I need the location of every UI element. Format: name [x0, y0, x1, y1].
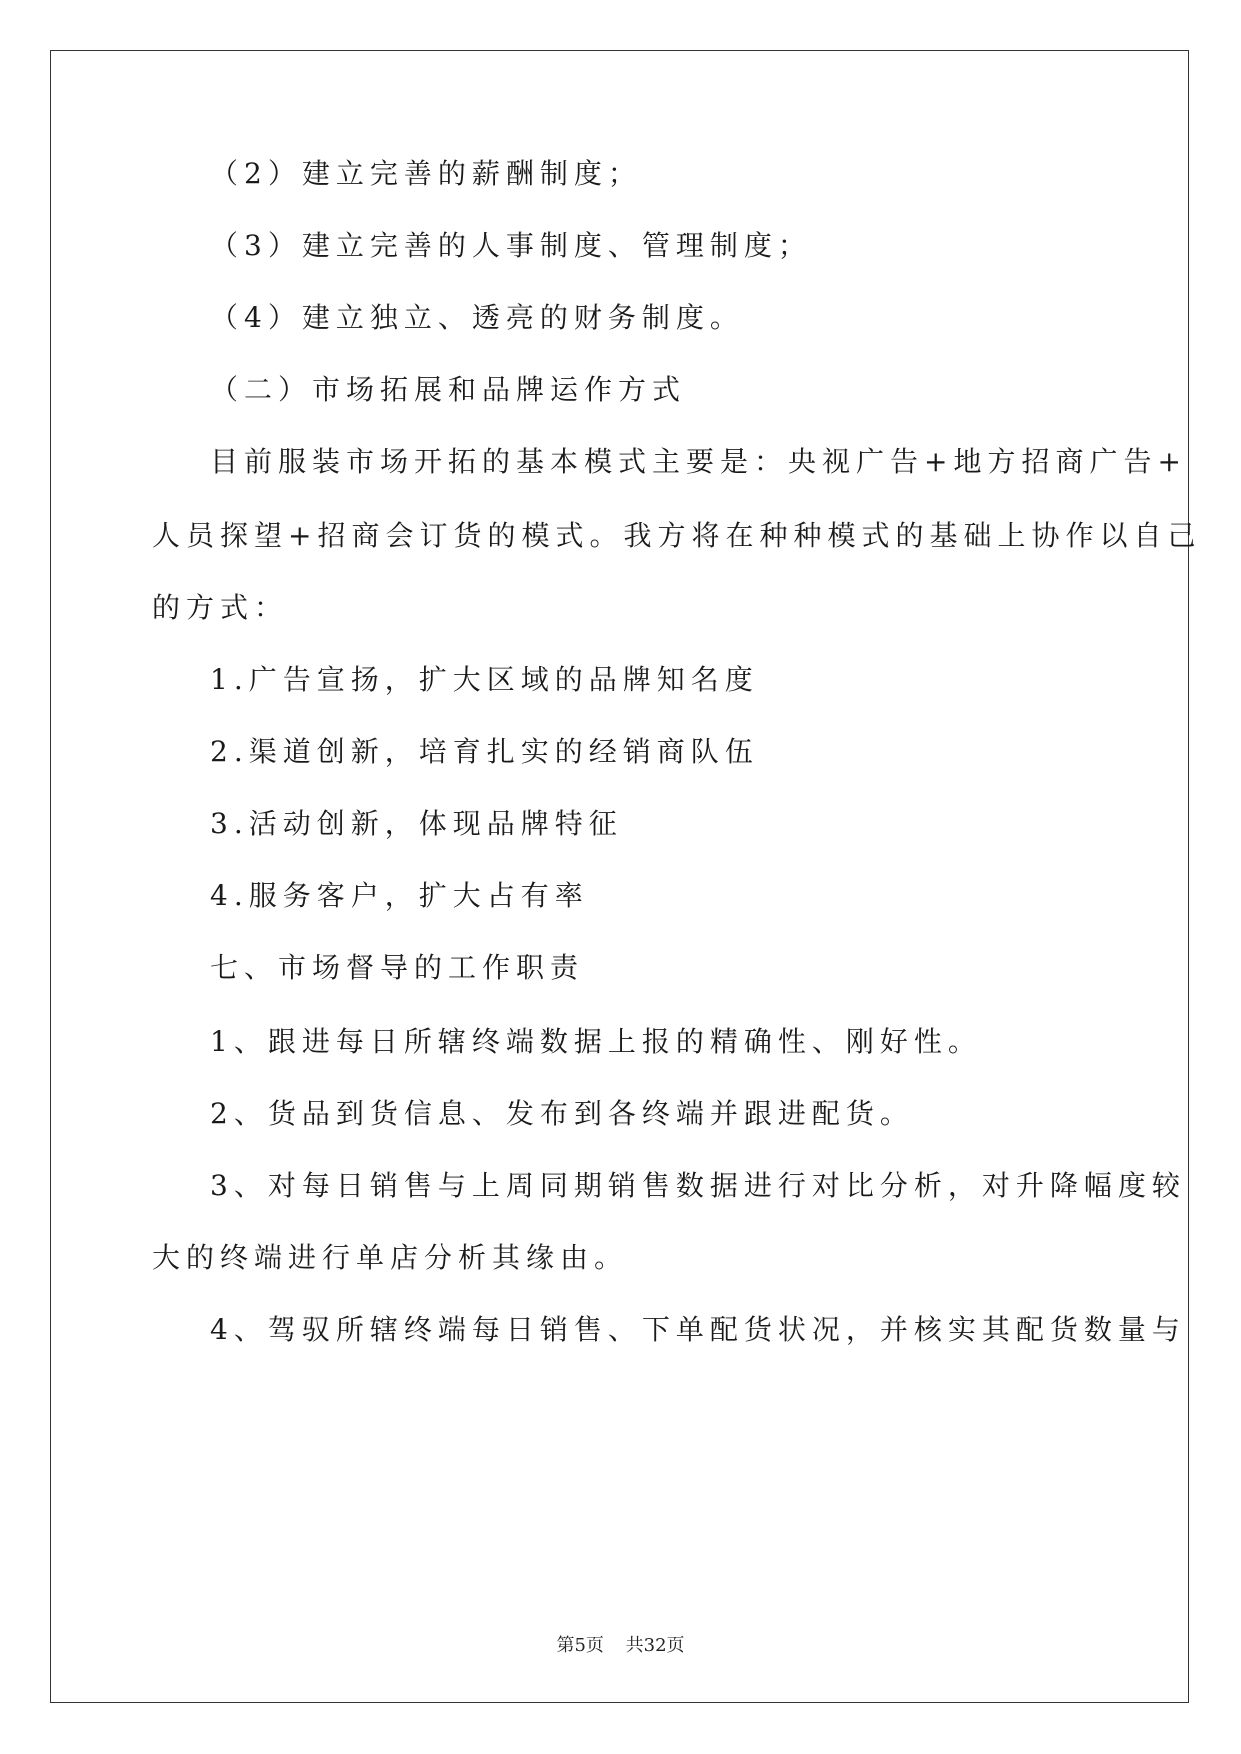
list-item: 4、驾驭所辖终端每日销售、下单配货状况，并核实其配货数量与 — [210, 1313, 1186, 1346]
list-item: （4）建立独立、透亮的财务制度。 — [210, 301, 744, 334]
list-item: 1、跟进每日所辖终端数据上报的精确性、刚好性。 — [210, 1025, 982, 1058]
page-number: 第5页 — [556, 1635, 604, 1656]
list-item: 2、货品到货信息、发布到各终端并跟进配货。 — [210, 1097, 914, 1130]
list-item: （2）建立完善的薪酬制度； — [210, 157, 642, 190]
list-item: 2.渠道创新，培育扎实的经销商队伍 — [210, 735, 759, 768]
paragraph-line: 的方式： — [152, 591, 289, 624]
list-item: （3）建立完善的人事制度、管理制度； — [210, 229, 812, 262]
list-item: 3、对每日销售与上周同期销售数据进行对比分析，对升降幅度较 — [210, 1169, 1186, 1202]
paragraph-line: 目前服装市场开拓的基本模式主要是：央视广告+地方招商广告+ — [210, 445, 1187, 478]
section-heading: 七、市场督导的工作职责 — [210, 951, 585, 984]
list-item: 3.活动创新，体现品牌特征 — [210, 807, 623, 840]
paragraph-line: 人员探望+招商会订货的模式。我方将在种种模式的基础上协作以自己 — [152, 519, 1202, 552]
page-footer — [0, 1634, 1241, 1658]
section-heading: （二）市场拓展和品牌运作方式 — [210, 373, 687, 406]
paragraph-line: 大的终端进行单店分析其缘由。 — [152, 1241, 629, 1274]
list-item: 1.广告宣扬，扩大区域的品牌知名度 — [210, 663, 759, 696]
page-total: 共32页 — [625, 1635, 685, 1656]
list-item: 4.服务客户，扩大占有率 — [210, 879, 589, 912]
